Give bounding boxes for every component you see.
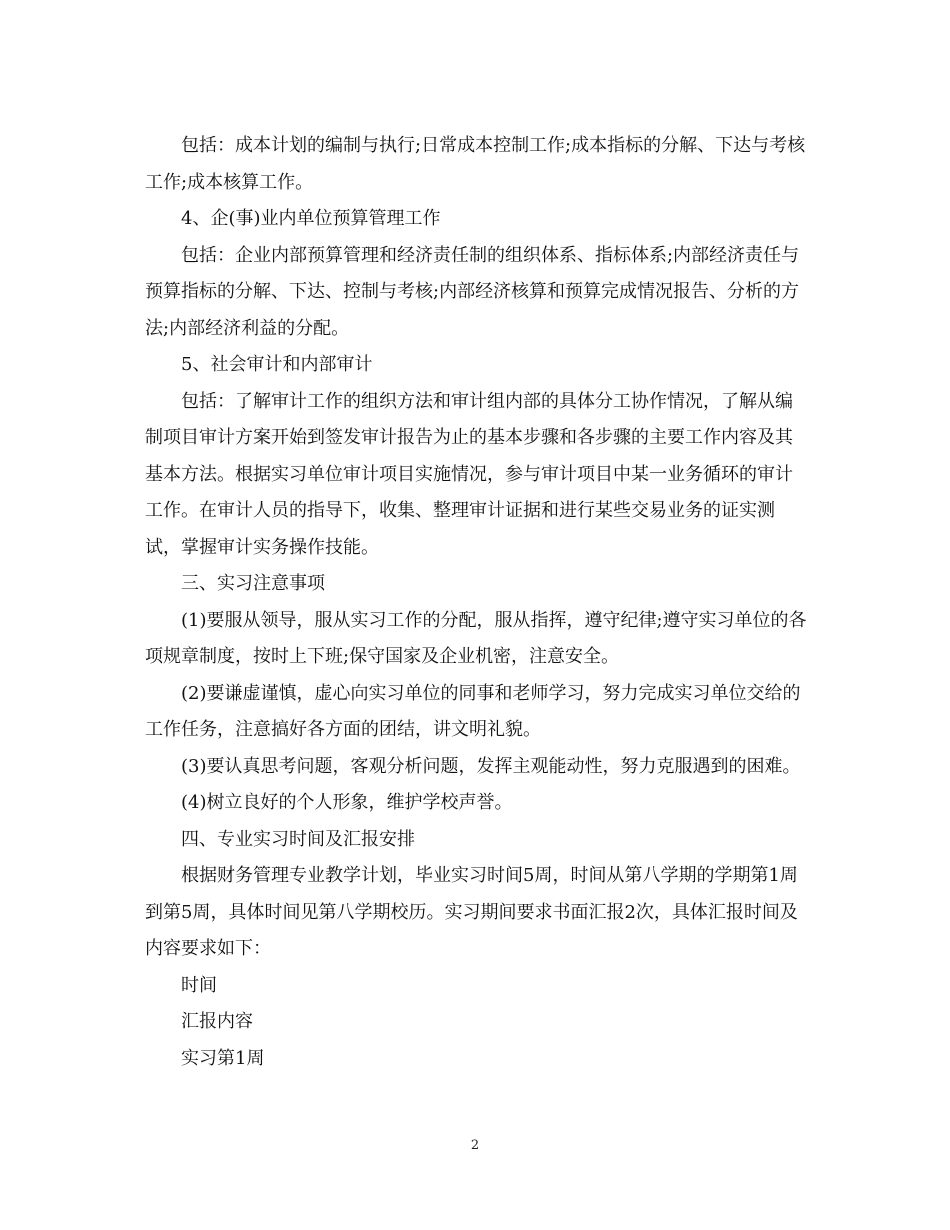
section-heading: 四、专业实习时间及汇报安排 [181, 828, 415, 850]
paragraph: 包括：成本计划的编制与执行;日常成本控制工作;成本指标的分解、下达与考核工作;成本核算工作。 [145, 135, 806, 193]
document-body [145, 128, 810, 1077]
section-heading: 4、企(事)业内单位预算管理工作 [181, 208, 441, 229]
paragraph: 包括：了解审计工作的组织方法和审计组内部的具体分工协作情况，了解从编制项目审计方案开始到签发审计报告为止的基本步骤和各步骤的主要工作内容及其基本方法。根据实习单位审计项目实施情况，参与审计项目中某一业务循环的审计工作。在审计人员的指导下，收集、整理审计证据和进行某些交易业务的证实测试，掌握审计实务操作技能。 [145, 390, 793, 558]
table-header-time: 时间 [181, 974, 217, 996]
list-item: (3)要认真思考问题，客观分析问题，发挥主观能动性，努力克服遇到的困难。 [181, 755, 801, 777]
section-heading: 5、社会审计和内部审计 [181, 354, 373, 375]
list-item: (2)要谦虚谨慎，虚心向实习单位的同事和老师学习，努力完成实习单位交给的工作任务，注意搞好各方面的团结，讲文明礼貌。 [145, 682, 801, 740]
list-item: (4)树立良好的个人形象，维护学校声誉。 [181, 792, 513, 813]
table-cell: 实习第1周 [181, 1047, 265, 1069]
paragraph: 包括：企业内部预算管理和经济责任制的组织体系、指标体系;内部经济责任与预算指标的分解、下达、控制与考核;内部经济核算和预算完成情况报告、分析的方法;内部经济利益的分配。 [145, 244, 800, 339]
paragraph: 根据财务管理专业教学计划，毕业实习时间5周，时间从第八学期的学期第1周到第5周，具体时间见第八学期校历。实习期间要求书面汇报2次，具体汇报时间及内容要求如下： [145, 865, 798, 959]
page-number: 2 [470, 1138, 480, 1153]
section-heading: 三、实习注意事项 [181, 573, 325, 594]
table-header-content: 汇报内容 [181, 1011, 253, 1032]
list-item: (1)要服从领导，服从实习工作的分配，服从指挥，遵守纪律;遵守实习单位的各项规章制度，按时上下班;保守国家及企业机密，注意安全。 [145, 609, 807, 667]
